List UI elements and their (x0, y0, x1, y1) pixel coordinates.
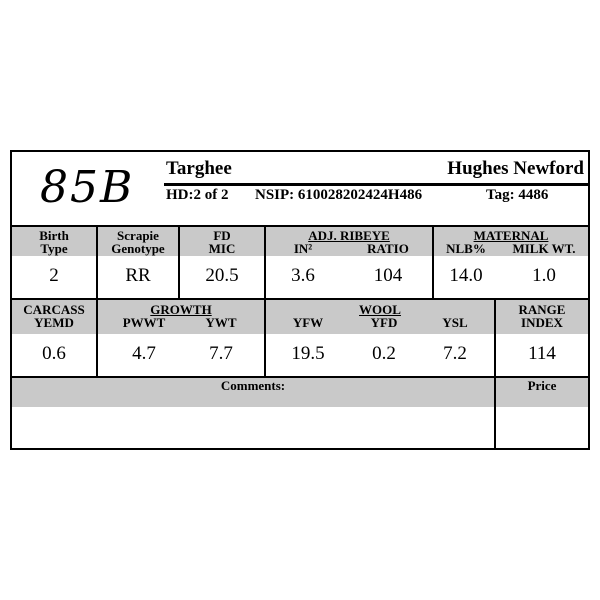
in2-header: IN² (293, 241, 313, 256)
price-field (496, 407, 588, 448)
ywt-header: YWT (205, 315, 237, 330)
title-rule (164, 183, 588, 186)
fd-mic-value: 20.5 (205, 265, 239, 286)
in2-value: 3.6 (291, 265, 315, 286)
birth-type-header: Birth Type (39, 228, 69, 256)
yfw-header: YFW (292, 315, 324, 330)
birth-type-value: 2 (49, 265, 59, 286)
yfw-value: 19.5 (291, 343, 325, 364)
scrapie-genotype-value: RR (125, 265, 151, 286)
sale-card (10, 150, 590, 450)
adj-ribeye-header: ADJ. RIBEYE (308, 228, 390, 243)
wool-header: WOOL (359, 302, 401, 317)
growth-header: GROWTH (150, 302, 212, 317)
yfd-header: YFD (370, 315, 398, 330)
pwwt-header: PWWT (122, 315, 166, 330)
ysl-value: 7.2 (443, 343, 467, 364)
range-index-header: RANGE INDEX (518, 302, 566, 330)
pwwt-value: 4.7 (132, 343, 156, 364)
yemd-value: 0.6 (42, 343, 66, 364)
nsip-label: NSIP: 610028202424H486 (255, 187, 423, 203)
fd-mic-header: FD MIC (208, 228, 236, 256)
tag-label: Tag: 4486 (486, 187, 549, 203)
milk-wt-header: MILK WT. (512, 241, 576, 256)
price-header: Price (527, 378, 557, 393)
nlb-header: NLB% (446, 241, 486, 256)
breed-name: Targhee (166, 158, 232, 179)
hd-label: HD:2 of 2 (166, 187, 229, 203)
comments-header: Comments: (220, 378, 286, 393)
ratio-value: 104 (373, 265, 403, 286)
scrapie-genotype-header: Scrapie Genotype (111, 228, 165, 256)
maternal-header: MATERNAL (473, 228, 549, 243)
ywt-value: 7.7 (209, 343, 233, 364)
ratio-header: RATIO (367, 241, 409, 256)
lot-number: 85B (40, 162, 135, 213)
nlb-value: 14.0 (449, 265, 483, 286)
ysl-header: YSL (442, 315, 468, 330)
comments-field (12, 407, 494, 448)
milk-wt-value: 1.0 (532, 265, 556, 286)
owner-name: Hughes Newford (447, 158, 584, 179)
carcass-yemd-header: CARCASS YEMD (23, 302, 85, 330)
range-index-value: 114 (528, 343, 556, 364)
yfd-value: 0.2 (372, 343, 396, 364)
